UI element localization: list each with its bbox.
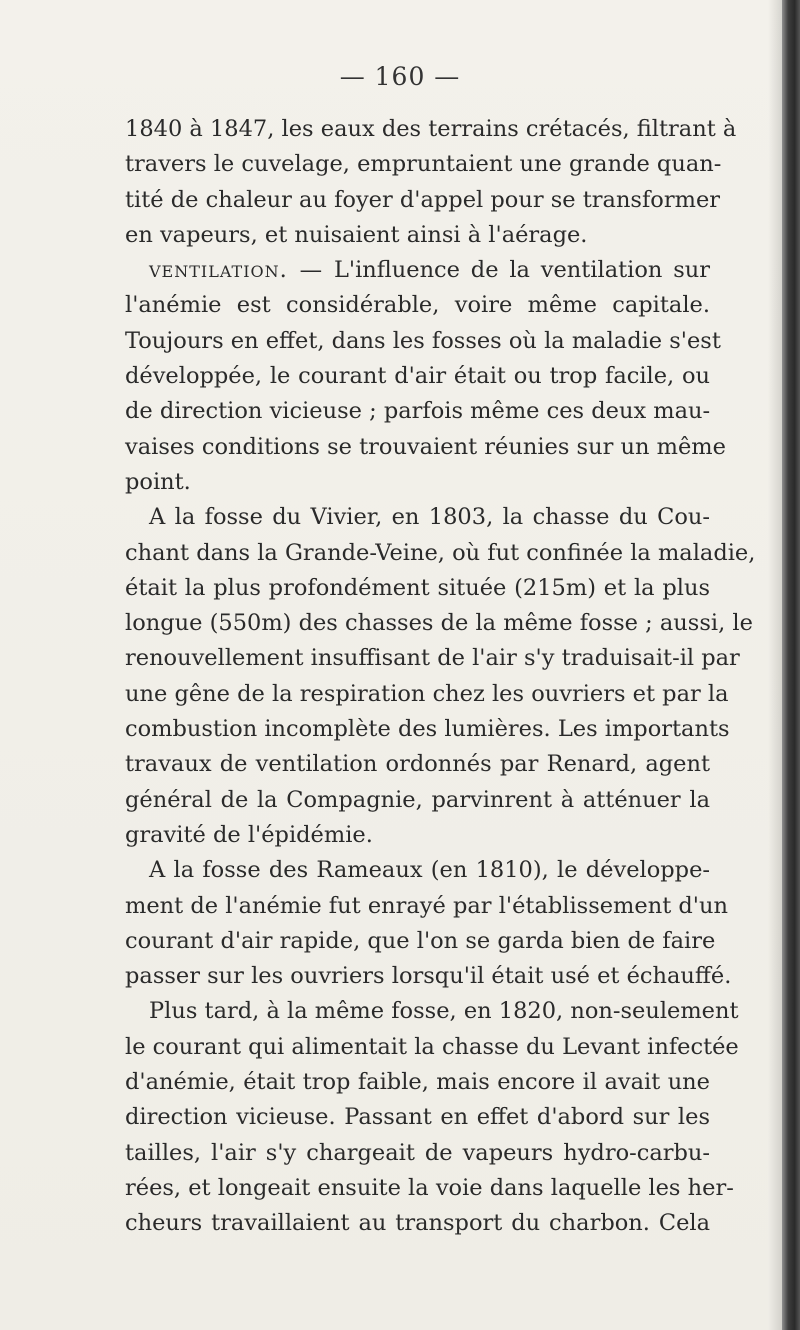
- text-line: tité de chaleur au foyer d'appel pour se transformer: [125, 186, 721, 213]
- page-number: — 160 —: [339, 62, 461, 91]
- text-line: travers le cuvelage, empruntaient une grande quan-: [125, 151, 722, 178]
- page-edge-shadow: [768, 0, 782, 1330]
- text-line: en vapeurs, et nuisaient ainsi à l'aérage.: [125, 221, 588, 248]
- text-line: travaux de ventilation ordonnés par Renard, agent: [125, 751, 710, 778]
- text-line: chant dans la Grande-Veine, où fut confinée la maladie,: [125, 539, 756, 566]
- text-line: Plus tard, à la même fosse, en 1820, non-seulement: [149, 998, 739, 1025]
- text-line: 1840 à 1847, les eaux des terrains crétacés, filtrant à: [125, 116, 737, 142]
- text-line: point.: [125, 468, 191, 495]
- text-line: gravité de l'épidémie.: [125, 821, 373, 848]
- text-line: A la fosse des Rameaux (en 1810), le développe-: [149, 857, 710, 884]
- page-binding-edge: [782, 0, 800, 1330]
- text-line: tailles, l'air s'y chargeait de vapeurs hydro-carbu-: [125, 1139, 710, 1166]
- text-line: général de la Compagnie, parvinrent à atténuer la: [125, 786, 710, 813]
- body-text: [125, 112, 756, 1242]
- text-line: une gêne de la respiration chez les ouvriers et par la: [125, 680, 729, 707]
- text-line: ment de l'anémie fut enrayé par l'établissement d'un: [125, 892, 728, 919]
- text-line: longue (550m) des chasses de la même fosse ; aussi, le: [125, 610, 753, 637]
- text-line: renouvellement insuffisant de l'air s'y traduisait-il par: [125, 645, 740, 672]
- text-line: L'influence de la ventilation sur: [333, 257, 710, 284]
- section-heading-ventilation: ventilation. —: [149, 257, 324, 284]
- text-line-with-heading: [125, 253, 710, 288]
- text-line: le courant qui alimentait la chasse du Levant infectée: [125, 1033, 739, 1060]
- text-line: Toujours en effet, dans les fosses où la maladie s'est: [125, 327, 721, 354]
- text-line: était la plus profondément située (215m) et la plus: [125, 574, 710, 601]
- text-line: développée, le courant d'air était ou trop facile, ou: [125, 363, 710, 390]
- text-line: passer sur les ouvriers lorsqu'il était usé et échauffé.: [125, 963, 732, 990]
- text-line: de direction vicieuse ; parfois même ces deux mau-: [125, 398, 711, 425]
- text-line: A la fosse du Vivier, en 1803, la chasse du Cou-: [149, 504, 710, 531]
- text-line: l'anémie est considérable, voire même capitale.: [125, 292, 710, 319]
- text-line: courant d'air rapide, que l'on se garda bien de faire: [125, 927, 716, 954]
- text-line: combustion incomplète des lumières. Les importants: [125, 716, 730, 743]
- text-line: cheurs travaillaient au transport du charbon. Cela: [125, 1210, 710, 1237]
- text-line: direction vicieuse. Passant en effet d'abord sur les: [125, 1104, 710, 1131]
- text-line: vaises conditions se trouvaient réunies sur un même: [125, 433, 726, 460]
- text-line: d'anémie, était trop faible, mais encore il avait une: [125, 1069, 710, 1096]
- text-line: rées, et longeait ensuite la voie dans laquelle les her-: [125, 1174, 734, 1201]
